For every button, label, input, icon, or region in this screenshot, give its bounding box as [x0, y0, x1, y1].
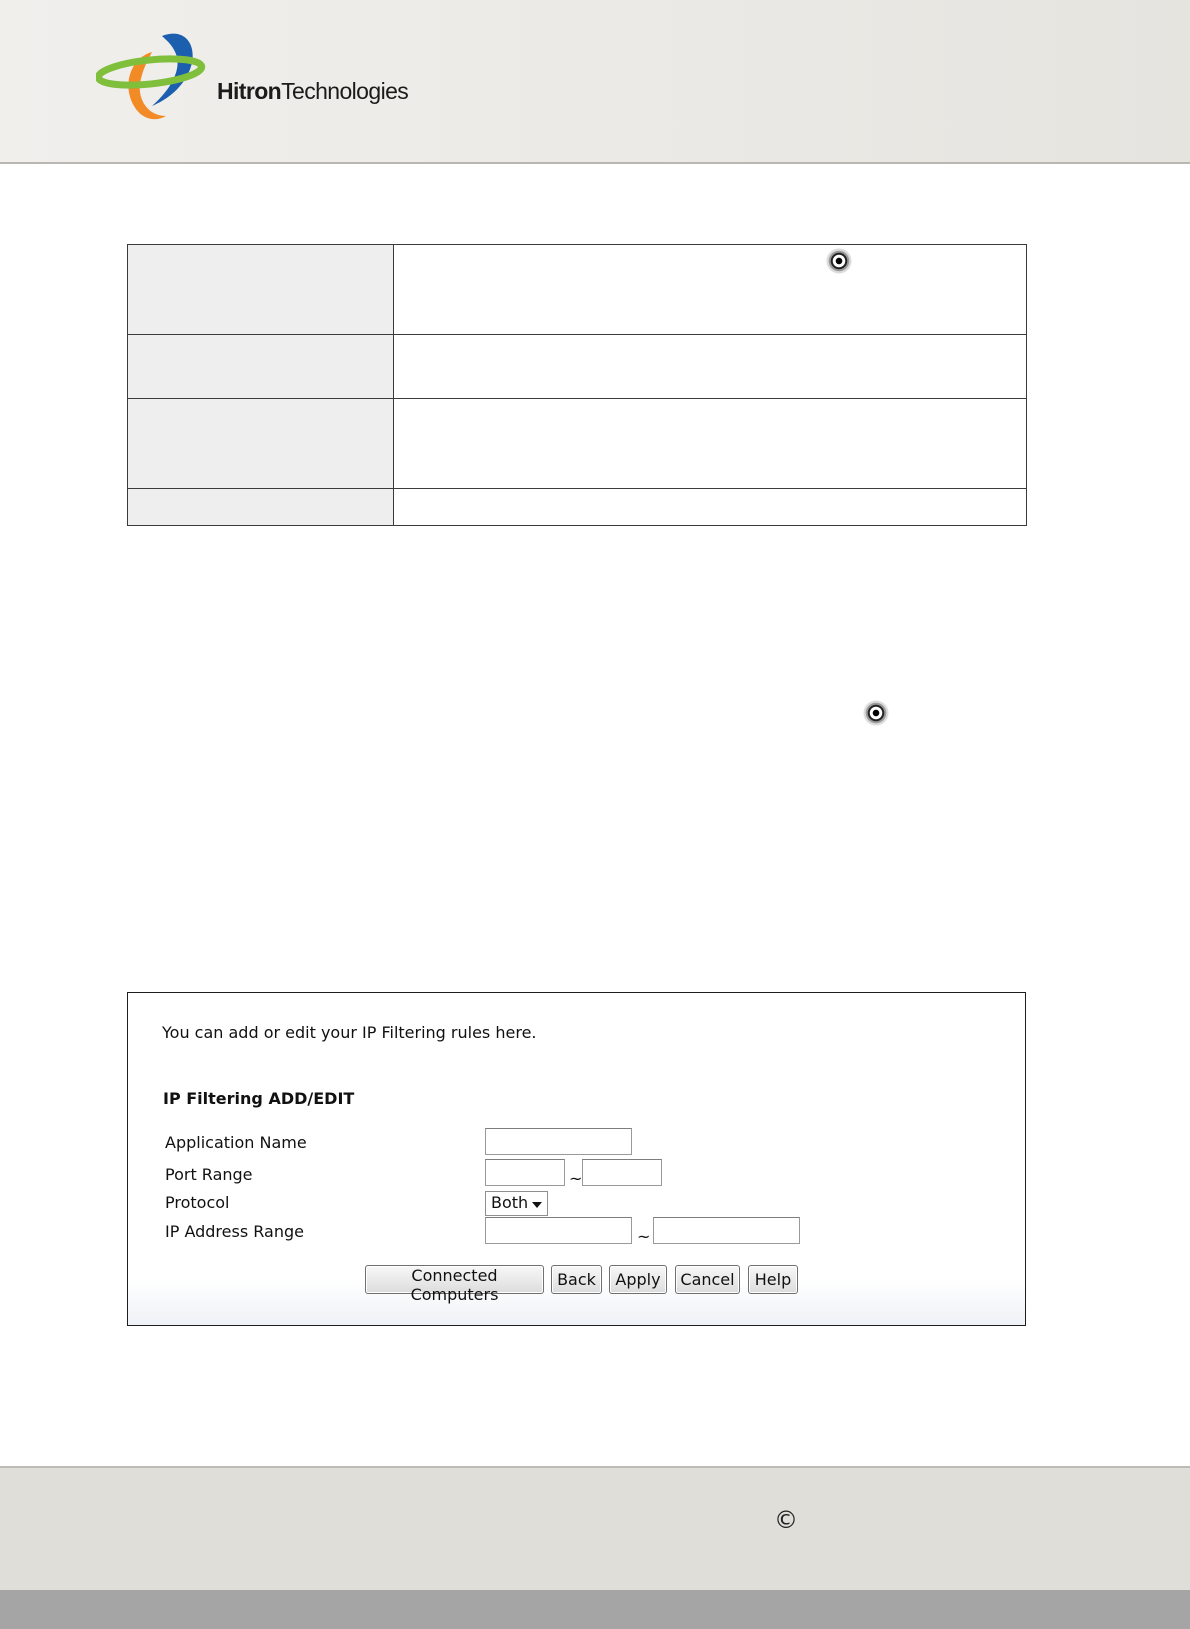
ip-filtering-panel	[127, 992, 1026, 1326]
table-label-cell	[128, 399, 394, 489]
panel-intro-text: You can add or edit your IP Filtering rules here.	[162, 1023, 537, 1042]
table-row	[128, 245, 1027, 335]
page-header	[0, 0, 1190, 164]
ip-address-range-label: IP Address Range	[165, 1222, 304, 1241]
table-value-cell	[394, 335, 1027, 399]
table-row	[128, 335, 1027, 399]
radio-button-icon	[863, 700, 889, 726]
protocol-selected-value: Both	[491, 1193, 529, 1212]
chevron-down-icon	[532, 1202, 542, 1208]
back-button[interactable]: Back	[551, 1265, 602, 1294]
table-row	[128, 489, 1027, 526]
protocol-select[interactable]	[485, 1191, 548, 1216]
page-footer	[0, 1466, 1190, 1592]
description-table	[127, 244, 1027, 526]
port-range-start-input[interactable]	[485, 1159, 565, 1186]
port-range-separator: ~	[569, 1169, 583, 1188]
connected-computers-button[interactable]: Connected Computers	[365, 1265, 544, 1294]
table-value-cell	[394, 399, 1027, 489]
ip-range-start-input[interactable]	[485, 1217, 632, 1244]
table-value-cell	[394, 245, 1027, 335]
table-label-cell	[128, 335, 394, 399]
table-row	[128, 399, 1027, 489]
protocol-label: Protocol	[165, 1193, 230, 1212]
hitron-logo-icon	[96, 30, 208, 124]
cancel-button[interactable]: Cancel	[675, 1265, 740, 1294]
footer-bottom-band	[0, 1590, 1190, 1629]
port-range-end-input[interactable]	[582, 1159, 662, 1186]
help-button[interactable]: Help	[748, 1265, 798, 1294]
radio-button-icon	[826, 248, 852, 274]
ip-range-end-input[interactable]	[653, 1217, 800, 1244]
application-name-label: Application Name	[165, 1133, 307, 1152]
application-name-input[interactable]	[485, 1128, 632, 1155]
table-label-cell	[128, 489, 394, 526]
table-value-cell	[394, 489, 1027, 526]
ip-range-separator: ~	[637, 1227, 651, 1246]
table-label-cell	[128, 245, 394, 335]
port-range-label: Port Range	[165, 1165, 253, 1184]
copyright-symbol: ©	[774, 1506, 798, 1534]
brand-name: HitronTechnologies	[217, 78, 409, 104]
panel-title: IP Filtering ADD/EDIT	[163, 1089, 355, 1108]
apply-button[interactable]: Apply	[609, 1265, 667, 1294]
